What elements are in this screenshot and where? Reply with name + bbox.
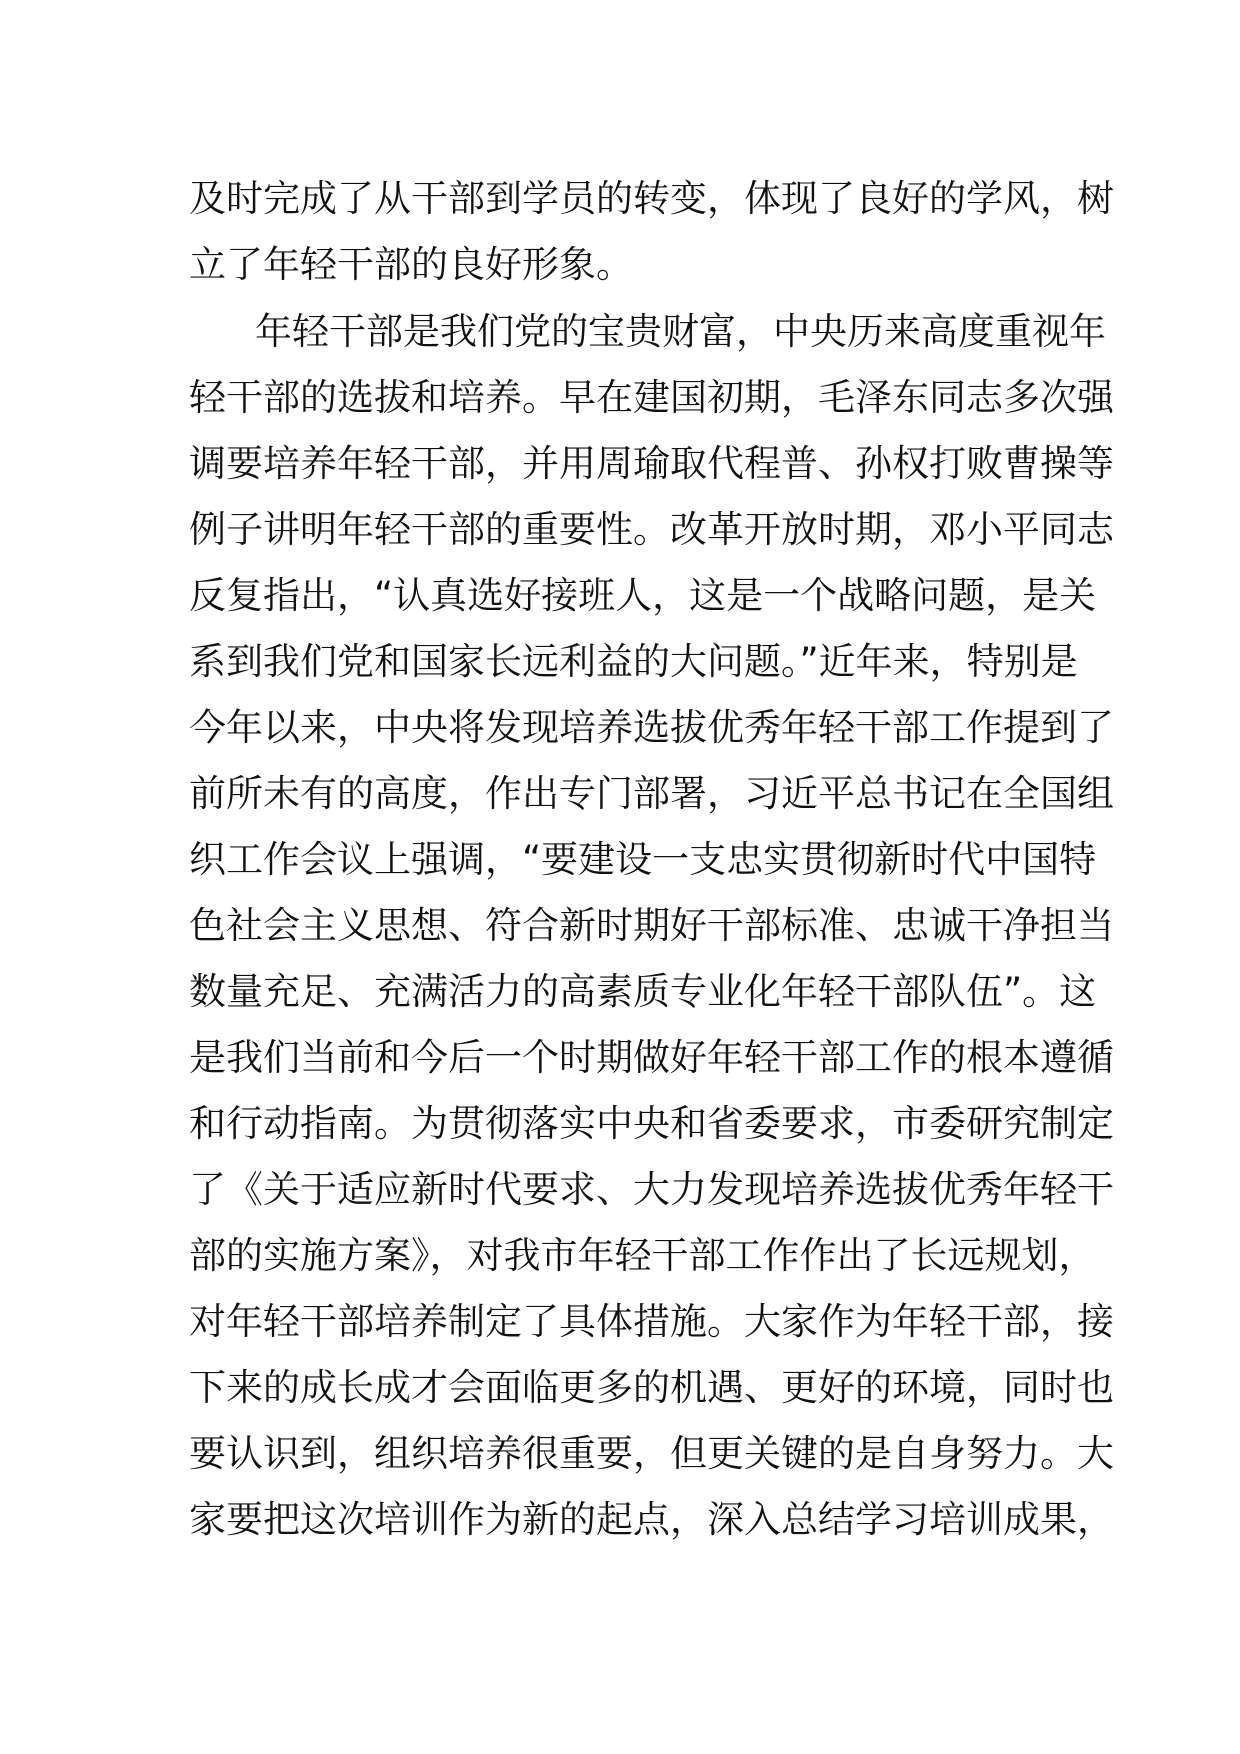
text-line-first-indent: 年轻干部是我们党的宝贵财富，中央历来高度重视年	[255, 310, 1106, 353]
text-line: 调要培养年轻干部，并用周瑜取代程普、孙权打败曹操等	[189, 442, 1114, 485]
text-line: 部的实施方案》，对我市年轻干部工作作出了长远规划，	[189, 1234, 1096, 1277]
text-line: 系到我们党和国家长远利益的大问题。”近年来，特别是	[189, 640, 1078, 683]
text-line: 下来的成长成才会面临更多的机遇、更好的环境，同时也	[189, 1366, 1114, 1409]
text-line: 数量充足、充满活力的高素质专业化年轻干部队伍”。这	[189, 970, 1097, 1013]
text-line: 是我们当前和今后一个时期做好年轻干部工作的根本遵循	[189, 1036, 1114, 1079]
text-line: 例子讲明年轻干部的重要性。改革开放时期，邓小平同志	[189, 508, 1114, 551]
text-line: 对年轻干部培养制定了具体措施。大家作为年轻干部，接	[189, 1300, 1114, 1343]
paragraph-1	[189, 166, 1114, 298]
text-line: 要认识到，组织培养很重要，但更关键的是自身努力。大	[189, 1432, 1114, 1475]
text-line: 立了年轻干部的良好形象。	[189, 243, 633, 286]
text-line: 了《关于适应新时代要求、大力发现培养选拔优秀年轻干	[189, 1168, 1114, 1211]
text-line: 织工作会议上强调，“要建设一支忠实贯彻新时代中国特	[189, 838, 1097, 881]
body-text	[189, 166, 1114, 1553]
text-line: 前所未有的高度，作出专门部署，习近平总书记在全国组	[189, 772, 1114, 815]
text-line: 轻干部的选拔和培养。早在建国初期，毛泽东同志多次强	[189, 376, 1114, 419]
paragraph-2	[189, 299, 1114, 1553]
text-line: 和行动指南。为贯彻落实中央和省委要求，市委研究制定	[189, 1102, 1114, 1145]
text-line: 家要把这次培训作为新的起点，深入总结学习培训成果，	[189, 1498, 1114, 1541]
text-line: 色社会主义思想、符合新时期好干部标准、忠诚干净担当	[189, 904, 1114, 947]
text-line: 今年以来，中央将发现培养选拔优秀年轻干部工作提到了	[189, 706, 1114, 749]
text-line: 反复指出，“认真选好接班人，这是一个战略问题，是关	[189, 574, 1097, 617]
text-line: 及时完成了从干部到学员的转变，体现了良好的学风，树	[189, 177, 1114, 220]
